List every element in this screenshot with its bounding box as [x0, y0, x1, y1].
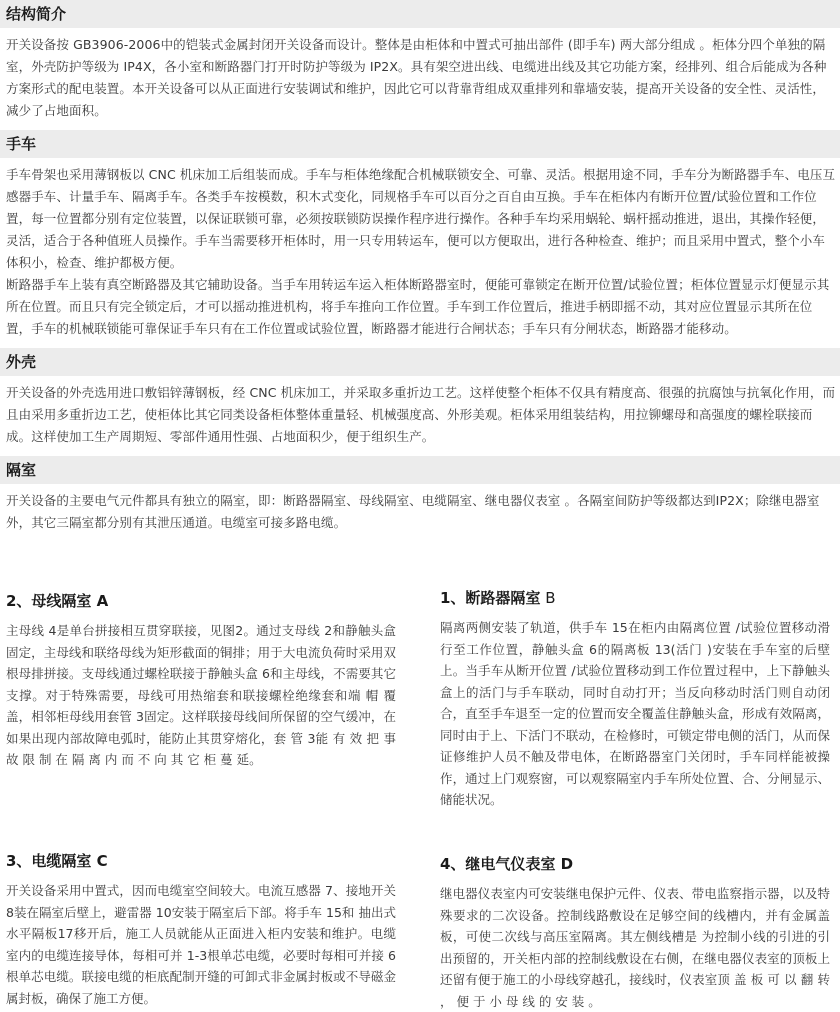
subsection-title-text: 4、继电气仪表室 D [440, 855, 574, 873]
section-heading: 结构简介 [0, 0, 840, 28]
subsection-text: 隔离两侧安装了轨道，供手车 15在柜内由隔离位置 /试验位置移动滑行至工作位置，静触头盒 6的隔离板 13(活门 )安装在手车室的后壁上。当手车从断开位置 /试验位置移动到工作位置过程中，上下静触头盒上的活门与手车联动，同时自动打开；当反向移动时活门则自动闭合，直至手车退至一定的位置而安全覆盖住静触头盒，形成有效隔离，同时由于上、下活门不联动，在检修时，可锁定带电侧的活门，从而保证修维护人员不触及带电体，在断路器室门关闭时，手车同样能被操作，通过上门观察窗，可以观察隔室内手车所处位置、合、分闸显示、储能状况。 [440, 620, 830, 807]
section-body [0, 28, 840, 130]
busbar-compartment [6, 590, 396, 771]
relay-instrument-compartment [440, 853, 830, 1012]
subsection-title [6, 850, 396, 872]
section-heading: 手车 [0, 130, 840, 158]
subsection-title [440, 853, 830, 875]
paragraph: 开关设备按 GB3906-2006中的铠装式金属封闭开关设备而设计。整体是由柜体和中置式可抽出部件 (即手车) 两大部分组成 。柜体分四个单独的隔室，外壳防护等级为 IP4X，各小室和断路器门打开时防护等级为 IP2X。具有架空进出线、电缆进出线及其它功能方案，经排列、组合后能成为各种方案形式的配电装置。本开关设备可以从正面进行安装调试和维护，因此它可以背靠背组成双重排列和靠墙安装，提高开关设备的安全性、灵活性，减少了占地面积。 [6, 37, 827, 118]
subsection-title [440, 587, 830, 609]
section-body [0, 484, 840, 542]
section-body [0, 376, 840, 456]
section-body [0, 158, 840, 348]
cable-compartment [6, 850, 396, 1009]
paragraph: 手车骨架也采用薄钢板以 CNC 机床加工后组装而成。手车与柜体绝缘配合机械联锁安全、可靠、灵活。根据用途不同，手车分为断路器手车、电压互感器手车、计量手车、隔离手车。各类手车按模数，积木式变化，同规格手车可以百分之百自由互换。手车在柜体内有断开位置/试验位置和工作位置，每一位置都分别有定位装置，以保证联锁可靠，必须按联锁防误操作程序进行操作。各种手车均采用蜗轮、蜗杆摇动推进，退出，其操作轻便，灵活，适合于各种值班人员操作。手车当需要移开柜体时，用一只专用转运车，便可以方便取出，进行各种检查、维护；而且采用中置式，整个小车体积小，检查、维护都极方便。 [6, 167, 836, 270]
subsection-title-text: 1、断路器隔室 [440, 589, 541, 607]
subsection-text: 开关设备采用中置式，因而电缆室空间较大。电流互感器 7、接地开关 8装在隔室后壁上，避雷器 10安装于隔室后下部。将手车 15和 抽出式水平隔板17移开后，施工人员就能从正面进入柜内安装和维护。电缆室内的电缆连接导体，每相可并 1-3根单芯电缆，必要时每相可并接 6根单芯电缆。联接电缆的柜底配制开缝的可卸式非金属封板或不导磁金属封板，确保了施工方便。 [6, 883, 396, 1006]
paragraph: 开关设备的主要电气元件都具有独立的隔室，即：断路器隔室、母线隔室、电缆隔室、继电器仪表室 。各隔室间防护等级都达到IP2X；除继电器室外，其它三隔室都分别有其泄压通道。电缆室可接多路电缆。 [6, 493, 820, 530]
section-heading: 外壳 [0, 348, 840, 376]
breaker-compartment [440, 587, 830, 811]
subsection-text: 继电器仪表室内可安装继电保护元件、仪表、带电监察指示器，以及特殊要求的二次设备。控制线路敷设在足够空间的线槽内，并有金属盖板，可使二次线与高压室隔离。其左侧线槽是 为控制小线的引进的引出预留的，开关柜内部的控制线敷设在右侧，在继电器仪表室的顶板上还留有便于施工的小母线穿越孔，接线时，仪表室顶 盖 板 可 以 翻 转 ， 便 于 小 母 线 的 安 装 。 [440, 886, 830, 1009]
subsection-title [6, 590, 396, 612]
subsection-title-text: 3、电缆隔室 C [6, 852, 108, 870]
subsection-title-suffix: B [540, 589, 556, 607]
section-heading: 隔室 [0, 456, 840, 484]
paragraph: 开关设备的外壳选用进口敷铝锌薄钢板，经 CNC 机床加工，并采取多重折边工艺。这样使整个柜体不仅具有精度高、很强的抗腐蚀与抗氧化作用，而且由采用多重折边工艺，使柜体比其它同类设备柜体整体重量轻、机械强度高、外形美观。柜体采用组装结构，用拉铆螺母和高强度的螺栓联接而成。这样使加工生产周期短、零部件通用性强、占地面积少，便于组织生产。 [6, 385, 836, 444]
paragraph: 断路器手车上装有真空断路器及其它辅助设备。当手车用转运车运入柜体断路器室时，便能可靠锁定在断开位置/试验位置；柜体位置显示灯便显示其所在位置。而且只有完全锁定后，才可以摇动推进机构，将手车推向工作位置。手车到工作位置后，推进手柄即摇不动，其对应位置显示其所在位置，手车的机械联锁能可靠保证手车只有在工作位置或试验位置，断路器才能进行合闸状态；手车只有分闸状态，断路器才能移动。 [6, 277, 830, 336]
subsection-title-text: 2、母线隔室 A [6, 592, 109, 610]
subsection-text: 主母线 4是单台拼接相互贯穿联接，见图2。通过支母线 2和静触头盒固定，主母线和联络母线为矩形截面的铜排；用于大电流负荷时采用双根母排拼接。支母线通过螺栓联接于静触头盒 6和主母线，不需要其它支撑。对于特殊需要，母线可用热缩套和联接螺栓绝缘套和端 帽 覆盖，相邻柜母线用套管 3固定。这样联接母线间所保留的空气缓冲，在如果出现内部故障电弧时，能防止其贯穿熔化，套 管 3能 有 效 把 事 故 限 制 在 隔 离 内 而 不 向 其 它 柜 蔓 延。 [6, 623, 396, 767]
